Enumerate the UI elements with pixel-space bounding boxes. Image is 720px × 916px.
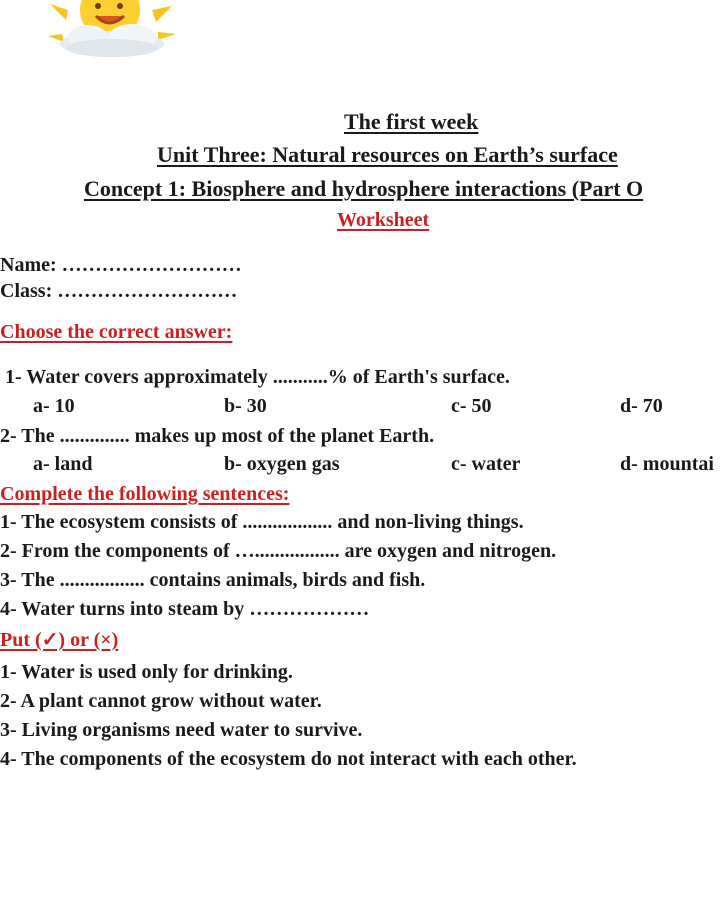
q1-option-a: a- 10 — [33, 395, 75, 417]
tf-item-4: 4- The components of the ecosystem do not interact with each other. — [0, 748, 577, 770]
tf-item-1: 1- Water is used only for drinking. — [0, 661, 293, 683]
complete-item-1: 1- The ecosystem consists of .................. and non-living things. — [0, 511, 524, 533]
tf-item-3: 3- Living organisms need water to survive. — [0, 719, 363, 741]
q1-option-c: c- 50 — [451, 395, 492, 417]
unit-title: Unit Three: Natural resources on Earth’s surface — [157, 142, 618, 167]
q2-option-c: c- water — [451, 453, 521, 475]
question-2: 2- The .............. makes up most of the planet Earth. — [0, 425, 435, 447]
q2-option-a: a- land — [33, 453, 93, 475]
question-1: 1- Water covers approximately ...........% of Earth's surface. — [5, 366, 510, 388]
q2-option-b: b- oxygen gas — [224, 453, 340, 475]
q1-option-d: d- 70 — [620, 395, 663, 417]
concept-title: Concept 1: Biosphere and hydrosphere interactions (Part O — [84, 176, 644, 201]
name-field: Name: ……………………… — [0, 254, 242, 276]
sun-cloud-icon — [48, 0, 178, 62]
q1-option-b: b- 30 — [224, 395, 267, 417]
complete-item-2: 2- From the components of …................. are oxygen and nitrogen. — [0, 540, 557, 562]
worksheet-title: Worksheet — [337, 209, 430, 231]
q2-option-d: d- mountai — [620, 453, 714, 475]
week-title: The first week — [344, 109, 479, 134]
section-complete-title: Complete the following sentences: — [0, 483, 290, 505]
complete-item-4: 4- Water turns into steam by ……………… — [0, 598, 370, 620]
complete-item-3: 3- The ................. contains animals, birds and fish. — [0, 569, 426, 591]
tf-item-2: 2- A plant cannot grow without water. — [0, 690, 322, 712]
section-true-false-title: Put (✓) or (×) — [0, 629, 119, 651]
class-field: Class: ……………………… — [0, 280, 238, 302]
section-choose-title: Choose the correct answer: — [0, 321, 233, 343]
